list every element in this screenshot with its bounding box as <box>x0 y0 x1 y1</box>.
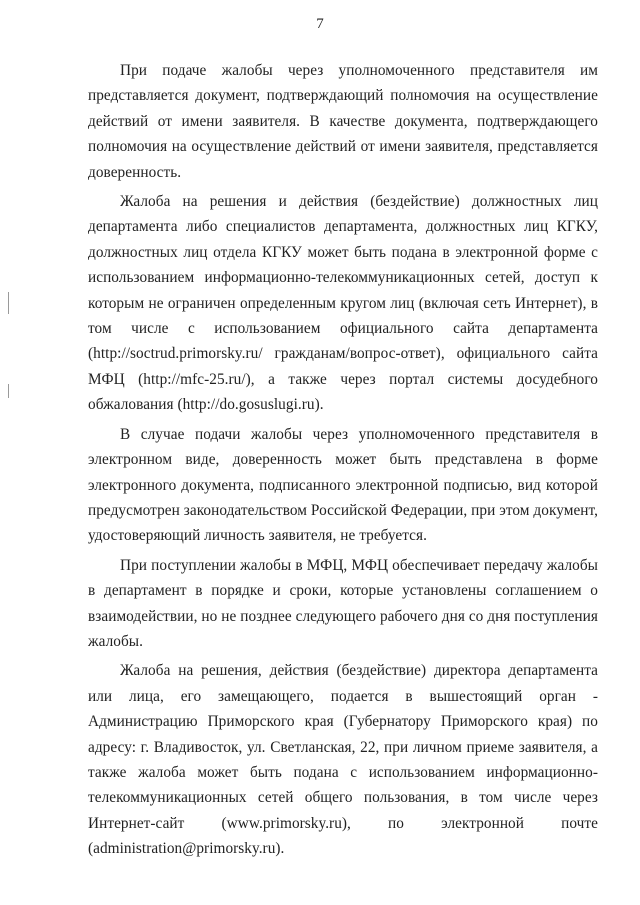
paragraph-mfc-transfer: При поступлении жалобы в МФЦ, МФЦ обеспечивает передачу жалобы в департамент в порядке и сроки, которые установлены соглашением о взаимодействии, но не позднее следующего рабочего дня со дня поступления жалобы. <box>88 556 598 650</box>
paragraph-electronic-complaint: Жалоба на решения и действия (бездействие) должностных лиц департамента либо специалистов департамента, должностных лиц КГКУ, должностных лиц отдела КГКУ может быть подана в электронной форме с использованием информационно-телекоммуникационных сетей, доступ к которым не ограничен определенным кругом лиц (включая сеть Интернет), в том числе с использованием официального сайта департамента (http://soctrud.primorsky.ru/ гражданам/вопрос-ответ), официального сайта МФЦ (http://mfc-25.ru/), а также через портал системы досудебного обжалования (http://do.gosuslugi.ru). <box>88 193 598 414</box>
page-number: 7 <box>316 16 324 32</box>
document-body <box>88 58 598 862</box>
scan-artifact-line-1 <box>8 292 9 314</box>
paragraph-director-complaint: Жалоба на решения, действия (бездействие) директора департамента или лица, его замещающего, подается в вышестоящий орган - Администрацию Приморского края (Губернатору Приморского края) по адресу: г. Владивосток, ул. Светланская, 22, при личном приеме заявителя, а также жалоба может быть подана с использованием информационно-телекоммуникационных сетей общего пользования, в том числе через Интернет-сайт (www.primorsky.ru), по электронной почте (administration@primorsky.ru). <box>88 662 598 858</box>
paragraph-electronic-power-of-attorney: В случае подачи жалобы через уполномоченного представителя в электронном виде, доверенность может быть представлена в форме электронного документа, подписанного электронной подписью, вид которой предусмотрен законодательством Российской Федерации, при этом документ, удостоверяющий личность заявителя, не требуется. <box>88 425 598 545</box>
paragraph-representative-authority: При подаче жалобы через уполномоченного представителя им представляется документ, подтверждающий полномочия на осуществление действий от имени заявителя. В качестве документа, подтверждающего полномочия на осуществление действий от имени заявителя, представляется доверенность. <box>88 62 598 181</box>
scan-artifact-line-2 <box>8 384 9 398</box>
